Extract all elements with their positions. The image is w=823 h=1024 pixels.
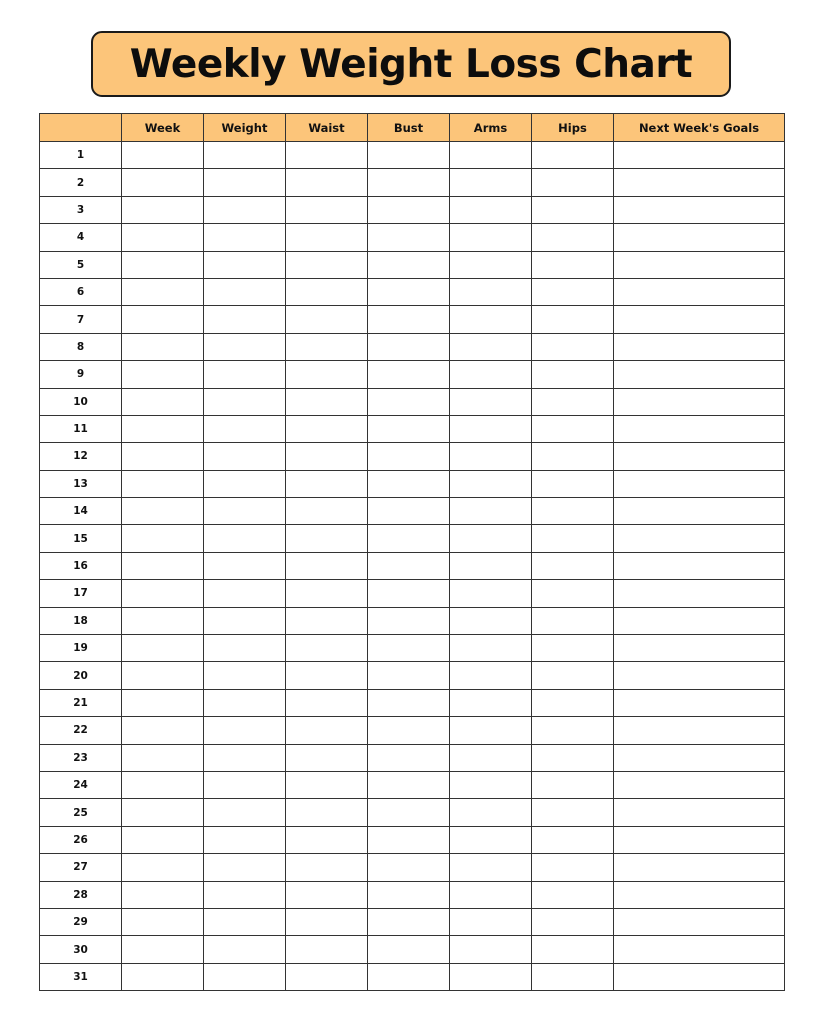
cell-weight[interactable] [204, 662, 286, 689]
cell-waist[interactable] [286, 278, 368, 305]
page-title: Weekly Weight Loss Chart [129, 41, 693, 87]
cell-bust[interactable] [368, 142, 450, 169]
cell-weight[interactable] [204, 333, 286, 360]
cell-next-weeks-goals[interactable] [614, 744, 785, 771]
cell-hips[interactable] [532, 415, 614, 442]
cell-bust[interactable] [368, 799, 450, 826]
table-row [40, 470, 785, 497]
cell-waist[interactable] [286, 224, 368, 251]
cell-arms[interactable] [450, 854, 532, 881]
cell-week[interactable] [122, 689, 204, 716]
cell-weight[interactable] [204, 908, 286, 935]
cell-next-weeks-goals[interactable] [614, 963, 785, 990]
cell-bust[interactable] [368, 908, 450, 935]
cell-weight[interactable] [204, 169, 286, 196]
cell-weight[interactable] [204, 142, 286, 169]
cell-hips[interactable] [532, 963, 614, 990]
cell-waist[interactable] [286, 607, 368, 634]
row-number: 15 [40, 525, 122, 552]
cell-arms[interactable] [450, 361, 532, 388]
table-row [40, 717, 785, 744]
header-cell-arms: Arms [450, 114, 532, 142]
cell-weight[interactable] [204, 224, 286, 251]
cell-waist[interactable] [286, 498, 368, 525]
row-number: 1 [40, 142, 122, 169]
cell-weight[interactable] [204, 717, 286, 744]
header-cell-row-number [40, 114, 122, 142]
row-number: 6 [40, 278, 122, 305]
cell-arms[interactable] [450, 881, 532, 908]
cell-bust[interactable] [368, 607, 450, 634]
row-number: 17 [40, 580, 122, 607]
weight-log-table [39, 113, 785, 991]
cell-hips[interactable] [532, 689, 614, 716]
row-number: 22 [40, 717, 122, 744]
row-number: 26 [40, 826, 122, 853]
table-row [40, 854, 785, 881]
cell-next-weeks-goals[interactable] [614, 470, 785, 497]
cell-hips[interactable] [532, 580, 614, 607]
cell-bust[interactable] [368, 278, 450, 305]
cell-bust[interactable] [368, 525, 450, 552]
row-number: 29 [40, 908, 122, 935]
table-row [40, 744, 785, 771]
cell-arms[interactable] [450, 744, 532, 771]
cell-bust[interactable] [368, 470, 450, 497]
cell-hips[interactable] [532, 881, 614, 908]
row-number: 21 [40, 689, 122, 716]
cell-hips[interactable] [532, 251, 614, 278]
cell-waist[interactable] [286, 908, 368, 935]
title-banner [91, 31, 731, 97]
cell-weight[interactable] [204, 443, 286, 470]
cell-bust[interactable] [368, 881, 450, 908]
cell-waist[interactable] [286, 854, 368, 881]
cell-next-weeks-goals[interactable] [614, 333, 785, 360]
row-number: 5 [40, 251, 122, 278]
cell-waist[interactable] [286, 415, 368, 442]
cell-next-weeks-goals[interactable] [614, 689, 785, 716]
cell-waist[interactable] [286, 333, 368, 360]
cell-hips[interactable] [532, 908, 614, 935]
cell-next-weeks-goals[interactable] [614, 251, 785, 278]
cell-bust[interactable] [368, 744, 450, 771]
header-cell-hips: Hips [532, 114, 614, 142]
cell-next-weeks-goals[interactable] [614, 936, 785, 963]
cell-weight[interactable] [204, 799, 286, 826]
table-row [40, 963, 785, 990]
cell-arms[interactable] [450, 306, 532, 333]
cell-arms[interactable] [450, 552, 532, 579]
row-number: 13 [40, 470, 122, 497]
cell-weight[interactable] [204, 306, 286, 333]
cell-hips[interactable] [532, 361, 614, 388]
cell-bust[interactable] [368, 169, 450, 196]
row-number: 24 [40, 771, 122, 798]
cell-week[interactable] [122, 552, 204, 579]
cell-next-weeks-goals[interactable] [614, 607, 785, 634]
row-number: 20 [40, 662, 122, 689]
cell-hips[interactable] [532, 333, 614, 360]
cell-weight[interactable] [204, 607, 286, 634]
row-number: 18 [40, 607, 122, 634]
cell-waist[interactable] [286, 361, 368, 388]
cell-next-weeks-goals[interactable] [614, 415, 785, 442]
row-number: 7 [40, 306, 122, 333]
cell-week[interactable] [122, 388, 204, 415]
cell-waist[interactable] [286, 196, 368, 223]
cell-bust[interactable] [368, 662, 450, 689]
cell-bust[interactable] [368, 196, 450, 223]
cell-waist[interactable] [286, 717, 368, 744]
cell-hips[interactable] [532, 278, 614, 305]
cell-bust[interactable] [368, 936, 450, 963]
cell-arms[interactable] [450, 826, 532, 853]
cell-next-weeks-goals[interactable] [614, 498, 785, 525]
cell-week[interactable] [122, 333, 204, 360]
cell-arms[interactable] [450, 635, 532, 662]
row-number: 11 [40, 415, 122, 442]
cell-arms[interactable] [450, 388, 532, 415]
cell-waist[interactable] [286, 580, 368, 607]
cell-arms[interactable] [450, 443, 532, 470]
cell-bust[interactable] [368, 635, 450, 662]
cell-week[interactable] [122, 662, 204, 689]
cell-bust[interactable] [368, 333, 450, 360]
cell-waist[interactable] [286, 936, 368, 963]
table-row [40, 196, 785, 223]
table-row [40, 498, 785, 525]
cell-week[interactable] [122, 635, 204, 662]
row-number: 14 [40, 498, 122, 525]
cell-bust[interactable] [368, 552, 450, 579]
cell-next-weeks-goals[interactable] [614, 854, 785, 881]
cell-hips[interactable] [532, 388, 614, 415]
cell-week[interactable] [122, 908, 204, 935]
cell-waist[interactable] [286, 525, 368, 552]
cell-next-weeks-goals[interactable] [614, 361, 785, 388]
table-row [40, 169, 785, 196]
table-row [40, 580, 785, 607]
cell-week[interactable] [122, 415, 204, 442]
cell-arms[interactable] [450, 580, 532, 607]
cell-waist[interactable] [286, 826, 368, 853]
cell-waist[interactable] [286, 251, 368, 278]
cell-weight[interactable] [204, 552, 286, 579]
cell-waist[interactable] [286, 799, 368, 826]
cell-arms[interactable] [450, 717, 532, 744]
table-row [40, 799, 785, 826]
cell-weight[interactable] [204, 498, 286, 525]
cell-next-weeks-goals[interactable] [614, 662, 785, 689]
cell-week[interactable] [122, 854, 204, 881]
cell-weight[interactable] [204, 580, 286, 607]
cell-week[interactable] [122, 881, 204, 908]
table-row [40, 142, 785, 169]
row-number: 10 [40, 388, 122, 415]
cell-next-weeks-goals[interactable] [614, 443, 785, 470]
cell-hips[interactable] [532, 142, 614, 169]
cell-arms[interactable] [450, 415, 532, 442]
row-number: 2 [40, 169, 122, 196]
cell-weight[interactable] [204, 525, 286, 552]
cell-bust[interactable] [368, 251, 450, 278]
table-row [40, 936, 785, 963]
cell-weight[interactable] [204, 826, 286, 853]
row-number: 9 [40, 361, 122, 388]
cell-arms[interactable] [450, 525, 532, 552]
row-number: 31 [40, 963, 122, 990]
cell-week[interactable] [122, 251, 204, 278]
cell-hips[interactable] [532, 854, 614, 881]
table-row [40, 881, 785, 908]
table-row [40, 607, 785, 634]
header-cell-week: Week [122, 114, 204, 142]
cell-week[interactable] [122, 443, 204, 470]
cell-waist[interactable] [286, 306, 368, 333]
header-cell-weight: Weight [204, 114, 286, 142]
cell-week[interactable] [122, 278, 204, 305]
row-number: 4 [40, 224, 122, 251]
cell-weight[interactable] [204, 635, 286, 662]
table-row [40, 552, 785, 579]
cell-week[interactable] [122, 470, 204, 497]
cell-hips[interactable] [532, 470, 614, 497]
header-cell-waist: Waist [286, 114, 368, 142]
cell-next-weeks-goals[interactable] [614, 142, 785, 169]
cell-weight[interactable] [204, 881, 286, 908]
cell-bust[interactable] [368, 415, 450, 442]
cell-week[interactable] [122, 196, 204, 223]
row-number: 12 [40, 443, 122, 470]
cell-arms[interactable] [450, 224, 532, 251]
cell-hips[interactable] [532, 799, 614, 826]
cell-bust[interactable] [368, 498, 450, 525]
cell-waist[interactable] [286, 771, 368, 798]
cell-next-weeks-goals[interactable] [614, 169, 785, 196]
cell-arms[interactable] [450, 169, 532, 196]
cell-next-weeks-goals[interactable] [614, 388, 785, 415]
cell-week[interactable] [122, 771, 204, 798]
cell-week[interactable] [122, 607, 204, 634]
cell-next-weeks-goals[interactable] [614, 908, 785, 935]
cell-week[interactable] [122, 525, 204, 552]
cell-week[interactable] [122, 142, 204, 169]
cell-arms[interactable] [450, 498, 532, 525]
cell-weight[interactable] [204, 196, 286, 223]
cell-weight[interactable] [204, 470, 286, 497]
row-number: 27 [40, 854, 122, 881]
cell-next-weeks-goals[interactable] [614, 196, 785, 223]
cell-bust[interactable] [368, 854, 450, 881]
cell-weight[interactable] [204, 963, 286, 990]
cell-arms[interactable] [450, 908, 532, 935]
row-number: 28 [40, 881, 122, 908]
cell-hips[interactable] [532, 717, 614, 744]
cell-hips[interactable] [532, 771, 614, 798]
table-row [40, 415, 785, 442]
cell-week[interactable] [122, 361, 204, 388]
cell-hips[interactable] [532, 744, 614, 771]
cell-next-weeks-goals[interactable] [614, 799, 785, 826]
cell-arms[interactable] [450, 142, 532, 169]
cell-bust[interactable] [368, 689, 450, 716]
cell-arms[interactable] [450, 799, 532, 826]
cell-hips[interactable] [532, 552, 614, 579]
cell-week[interactable] [122, 580, 204, 607]
cell-weight[interactable] [204, 415, 286, 442]
cell-next-weeks-goals[interactable] [614, 826, 785, 853]
cell-hips[interactable] [532, 936, 614, 963]
cell-next-weeks-goals[interactable] [614, 552, 785, 579]
cell-weight[interactable] [204, 251, 286, 278]
header-row [40, 114, 785, 142]
cell-waist[interactable] [286, 744, 368, 771]
table-row [40, 333, 785, 360]
cell-hips[interactable] [532, 607, 614, 634]
cell-weight[interactable] [204, 771, 286, 798]
cell-waist[interactable] [286, 881, 368, 908]
cell-hips[interactable] [532, 306, 614, 333]
row-number: 3 [40, 196, 122, 223]
row-number: 30 [40, 936, 122, 963]
cell-next-weeks-goals[interactable] [614, 306, 785, 333]
table-row [40, 635, 785, 662]
header-cell-next-weeks-goals: Next Week's Goals [614, 114, 785, 142]
table-row [40, 251, 785, 278]
cell-next-weeks-goals[interactable] [614, 717, 785, 744]
cell-bust[interactable] [368, 224, 450, 251]
cell-hips[interactable] [532, 224, 614, 251]
cell-bust[interactable] [368, 963, 450, 990]
cell-week[interactable] [122, 744, 204, 771]
cell-hips[interactable] [532, 196, 614, 223]
cell-waist[interactable] [286, 470, 368, 497]
table-row [40, 662, 785, 689]
cell-bust[interactable] [368, 580, 450, 607]
cell-next-weeks-goals[interactable] [614, 881, 785, 908]
cell-hips[interactable] [532, 525, 614, 552]
table-body [40, 142, 785, 991]
cell-waist[interactable] [286, 169, 368, 196]
cell-week[interactable] [122, 799, 204, 826]
cell-week[interactable] [122, 826, 204, 853]
cell-week[interactable] [122, 963, 204, 990]
cell-next-weeks-goals[interactable] [614, 525, 785, 552]
table-row [40, 306, 785, 333]
table-row [40, 278, 785, 305]
table-row [40, 443, 785, 470]
cell-week[interactable] [122, 936, 204, 963]
cell-bust[interactable] [368, 826, 450, 853]
cell-next-weeks-goals[interactable] [614, 278, 785, 305]
cell-next-weeks-goals[interactable] [614, 224, 785, 251]
cell-arms[interactable] [450, 278, 532, 305]
cell-weight[interactable] [204, 936, 286, 963]
cell-hips[interactable] [532, 635, 614, 662]
cell-bust[interactable] [368, 443, 450, 470]
table-row [40, 771, 785, 798]
cell-week[interactable] [122, 717, 204, 744]
table-row [40, 908, 785, 935]
cell-hips[interactable] [532, 169, 614, 196]
cell-waist[interactable] [286, 443, 368, 470]
cell-hips[interactable] [532, 443, 614, 470]
cell-bust[interactable] [368, 771, 450, 798]
cell-waist[interactable] [286, 689, 368, 716]
cell-waist[interactable] [286, 388, 368, 415]
row-number: 23 [40, 744, 122, 771]
table-row [40, 388, 785, 415]
row-number: 25 [40, 799, 122, 826]
cell-arms[interactable] [450, 333, 532, 360]
cell-week[interactable] [122, 224, 204, 251]
cell-weight[interactable] [204, 388, 286, 415]
table-row [40, 689, 785, 716]
cell-arms[interactable] [450, 251, 532, 278]
cell-weight[interactable] [204, 689, 286, 716]
cell-arms[interactable] [450, 936, 532, 963]
cell-next-weeks-goals[interactable] [614, 635, 785, 662]
cell-arms[interactable] [450, 771, 532, 798]
cell-bust[interactable] [368, 388, 450, 415]
row-number: 16 [40, 552, 122, 579]
cell-week[interactable] [122, 306, 204, 333]
table-row [40, 826, 785, 853]
cell-weight[interactable] [204, 744, 286, 771]
cell-hips[interactable] [532, 662, 614, 689]
row-number: 19 [40, 635, 122, 662]
cell-arms[interactable] [450, 689, 532, 716]
cell-week[interactable] [122, 169, 204, 196]
cell-arms[interactable] [450, 607, 532, 634]
cell-next-weeks-goals[interactable] [614, 580, 785, 607]
cell-arms[interactable] [450, 963, 532, 990]
cell-waist[interactable] [286, 142, 368, 169]
cell-weight[interactable] [204, 854, 286, 881]
cell-waist[interactable] [286, 635, 368, 662]
cell-bust[interactable] [368, 717, 450, 744]
row-number: 8 [40, 333, 122, 360]
cell-hips[interactable] [532, 498, 614, 525]
cell-bust[interactable] [368, 306, 450, 333]
table-row [40, 224, 785, 251]
cell-arms[interactable] [450, 662, 532, 689]
cell-waist[interactable] [286, 552, 368, 579]
table-row [40, 525, 785, 552]
cell-waist[interactable] [286, 963, 368, 990]
header-cell-bust: Bust [368, 114, 450, 142]
cell-waist[interactable] [286, 662, 368, 689]
table-row [40, 361, 785, 388]
cell-weight[interactable] [204, 278, 286, 305]
cell-hips[interactable] [532, 826, 614, 853]
cell-bust[interactable] [368, 361, 450, 388]
cell-arms[interactable] [450, 470, 532, 497]
cell-next-weeks-goals[interactable] [614, 771, 785, 798]
cell-arms[interactable] [450, 196, 532, 223]
cell-week[interactable] [122, 498, 204, 525]
cell-weight[interactable] [204, 361, 286, 388]
